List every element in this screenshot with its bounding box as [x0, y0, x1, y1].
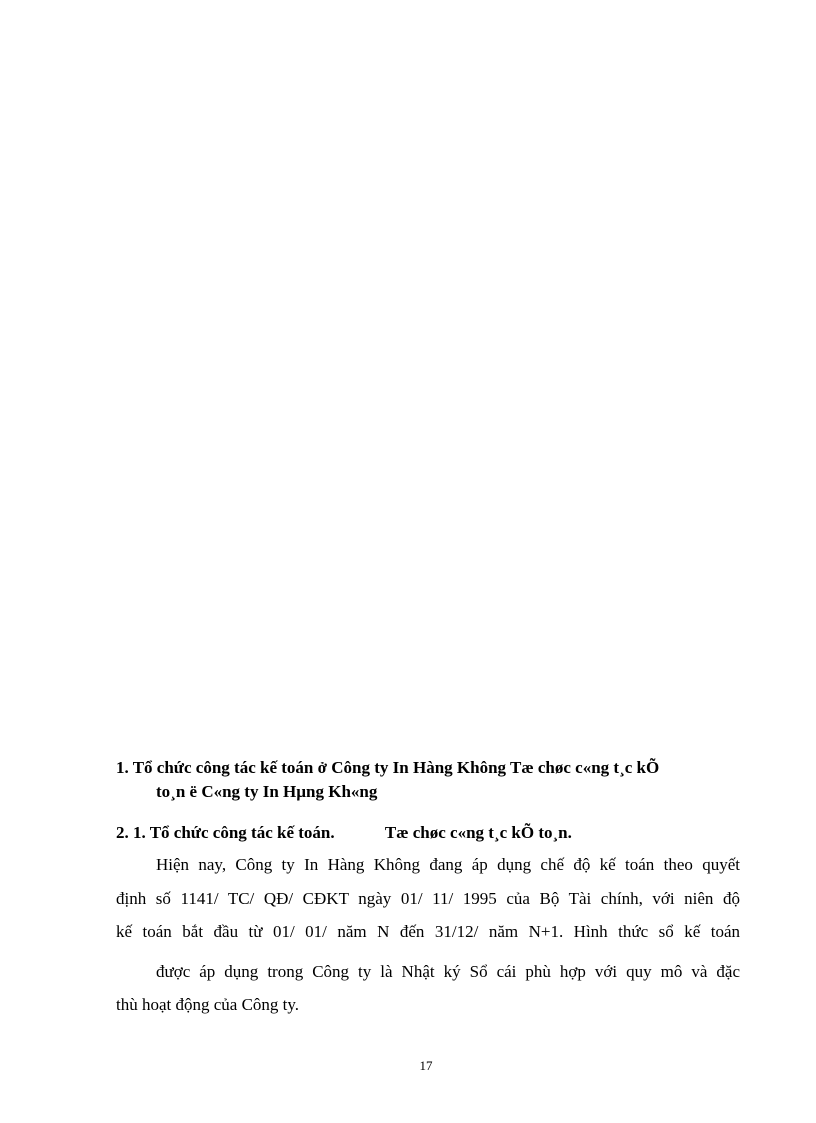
section-heading-1-text: 1. Tổ chức công tác kế toán ở Công ty In Hàng Không — [116, 758, 507, 777]
section-heading-2 — [116, 821, 746, 845]
section-heading-1-legacy-line2: to¸n ë C«ng ty In Hµng Kh«ng — [156, 782, 378, 801]
section-heading-1 — [116, 756, 746, 804]
section-heading-2-legacy: Tæ chøc c«ng t¸c kÕ to¸n. — [384, 823, 572, 842]
paragraph-line: Hiện nay, Công ty In Hàng Không đang áp dụng chế độ kế toán theo quyết — [156, 855, 740, 874]
paragraph-line: được áp dụng trong Công ty là Nhật ký Sổ cái phù hợp với quy mô và đặc — [156, 962, 740, 981]
section-heading-1-legacy-line1: Tæ chøc c«ng t¸c kÕ — [510, 758, 660, 777]
paragraph-line: định số 1141/ TC/ QĐ/ CĐKT ngày 01/ 11/ 1995 của Bộ Tài chính, với niên độ — [116, 889, 740, 908]
paragraph-line: kế toán bắt đầu từ 01/ 01/ năm N đến 31/12/ năm N+1. Hình thức sổ kế toán — [116, 922, 740, 941]
page-number: 17 — [419, 1058, 433, 1073]
paragraph-line: thù hoạt động của Công ty. — [116, 995, 300, 1014]
section-heading-2-text: 2. 1. Tổ chức công tác kế toán. — [116, 823, 335, 842]
